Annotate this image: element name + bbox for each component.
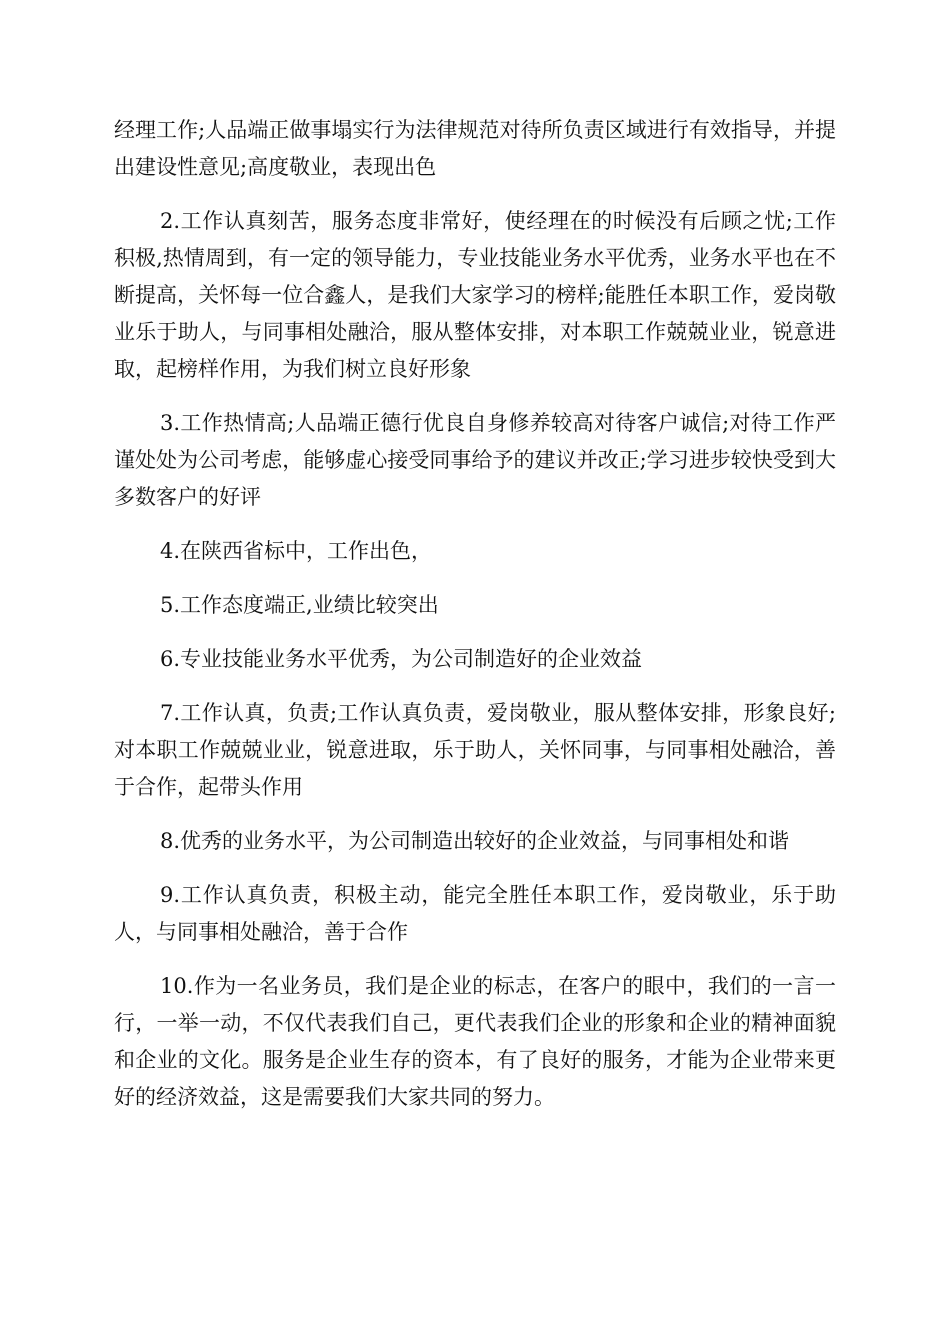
paragraph-item-6: 6.专业技能业务水平优秀，为公司制造好的企业效益 <box>160 647 643 671</box>
paragraph-item-2: 2.工作认真刻苦，服务态度非常好，使经理在的时候没有后顾之忧;工作积极,热情周到，有一定的领导能力，专业技能业务水平优秀，业务水平也在不断提高，关怀每一位合鑫人，是我们大家学习的榜样;能胜任本职工作，爱岗敬业乐于助人，与同事相处融洽，服从整体安排，对本职工作兢兢业业，锐意进取，起榜样作用，为我们树立良好形象 <box>114 209 836 381</box>
paragraph-item-9: 9.工作认真负责，积极主动，能完全胜任本职工作，爱岗敬业，乐于助人，与同事相处融洽，善于合作 <box>114 883 836 944</box>
paragraph-item-4: 4.在陕西省标中，工作出色， <box>160 539 433 563</box>
paragraph-item-3: 3.工作热情高;人品端正德行优良自身修养较高对待客户诚信;对待工作严谨处处为公司考虑，能够虚心接受同事给予的建议并改正;学习进步较快受到大多数客户的好评 <box>114 411 836 509</box>
paragraph-item-10: 10.作为一名业务员，我们是企业的标志，在客户的眼中，我们的一言一行，一举一动，不仅代表我们自己，更代表我们企业的形象和企业的精神面貌和企业的文化。服务是企业生存的资本，有了良好的服务，才能为企业带来更好的经济效益，这是需要我们大家共同的努力。 <box>114 974 836 1109</box>
paragraph-item-5: 5.工作态度端正,业绩比较突出 <box>160 593 439 617</box>
paragraph-continuation: 经理工作;人品端正做事塌实行为法律规范对待所负责区域进行有效指导，并提出建设性意见;高度敬业，表现出色 <box>114 118 836 179</box>
paragraph-item-8: 8.优秀的业务水平，为公司制造出较好的企业效益，与同事相处和谐 <box>160 829 790 853</box>
paragraph-item-7: 7.工作认真，负责;工作认真负责，爱岗敬业，服从整体安排，形象良好;对本职工作兢兢业业，锐意进取，乐于助人，关怀同事，与同事相处融洽，善于合作，起带头作用 <box>114 701 836 799</box>
document-body <box>114 112 836 1116</box>
